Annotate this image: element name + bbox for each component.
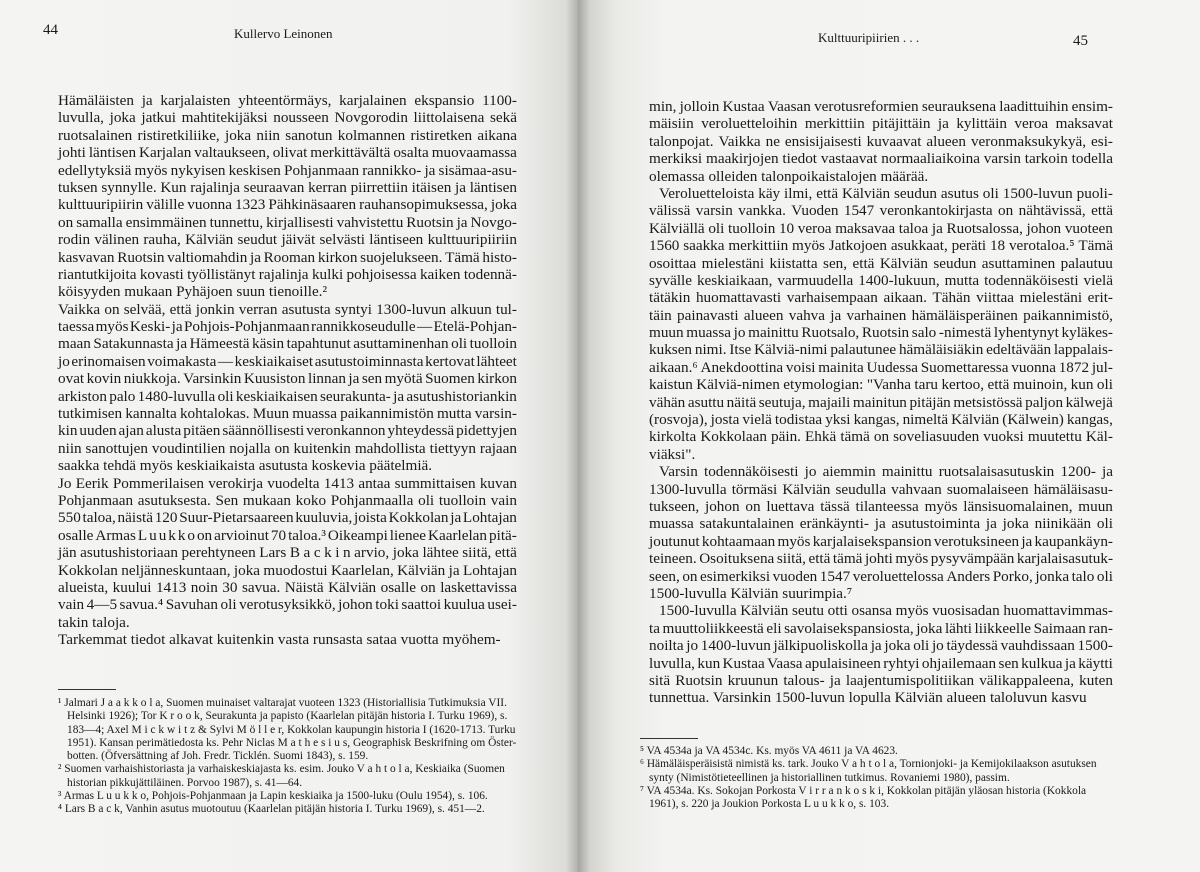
text-line: 1300-luvulla törmäsi Kälviän seudulla vahvaan suomalaiseen hämäläisasu- bbox=[649, 480, 1113, 498]
text-line: Tarkemmat tiedot alkavat kuitenkin vasta runsasta sataa vuotta myöhem- bbox=[58, 631, 501, 649]
text-line: (rosvoja), josta vielä todistaa yksi kangas, nimeltä Kälviän (Kälwein) kangas, bbox=[649, 411, 1113, 429]
text-line: johti läntisen Karjalan valtaukseen, olivat merkittävältä osalta muovaamassa bbox=[58, 144, 517, 162]
footnote-line: ⁷ VA 4534a. Ks. Sokojan Porkosta V i r r a n k o s k i, Kokkolan pitäjän yläosan historia (Kokkola bbox=[640, 784, 1087, 797]
book-gutter bbox=[566, 0, 590, 872]
text-line: luvulla, kun Kustaa Vaasa apulaisineen ryhtyi ohjailemaan sen kulkua ja käytti bbox=[649, 654, 1113, 672]
text-line: Kokkolan neljänneskuntaan, joka muodostui Kaarlelan, Kälviän ja Lohtajan bbox=[58, 561, 517, 579]
text-line: kasvavan Ruotsin valtiomahdin ja Rooman kirkon suojelukseen. Tämä histo- bbox=[58, 248, 517, 266]
text-line: rodin välinen rauha, Kälviän seudut jäivät selvästi läntiseen kulttuuripiiriin bbox=[58, 231, 517, 249]
footnote-line: ⁶ Hämäläisperäisistä nimistä ks. tark. Jouko V a h t o l a, Tornionjoki- ja Kemijokilaakson asutuksen bbox=[640, 758, 1097, 771]
text-line: vähän asuttu näitä seutuja, majaili mainitun pitäjän metsistössä paljon kälwejä bbox=[649, 393, 1113, 411]
right-body-text bbox=[649, 98, 1113, 707]
text-line: 1500-luvulla Kälviän suurimpia.⁷ bbox=[649, 584, 853, 602]
text-line: ruotsalainen ristiretkiliike, joka niin sanotun kolmannen ristiretken aikana bbox=[58, 126, 517, 144]
footnote-rule-right bbox=[640, 738, 698, 739]
footnote-line: historian pikkujättiläinen. Porvoo 1987), s. 41—64. bbox=[67, 776, 303, 789]
text-line: 1500-luvulla Kälviän seutu otti osansa myös vuosisadan huomattavimmas- bbox=[659, 602, 1113, 620]
text-line: noilta jo 1400-luvun jälkipuoliskolla ja joka oli jo täydessä vauhdissaan 1500- bbox=[649, 637, 1113, 655]
footnote-line: botten. (Öfversättning af Joh. Fredr. Ticklén. Suomi 1843), s. 159. bbox=[67, 750, 369, 763]
text-line: seen, on esimerkiksi vuoden 1547 veroluettelossa Anders Porko, jonka talo oli bbox=[649, 567, 1113, 585]
text-line: tätäkin huomattavasti varhaisempaan aikaan. Tähän viittaa mielestäni erit- bbox=[649, 289, 1113, 307]
text-line: riantutkijoita kovasti työllistänyt rajalinja kulki pohjoisessa kaiken todennä- bbox=[58, 265, 517, 283]
text-line: 550 taloa, näistä 120 Suur-Pietarsaareen kuuluvia, joista Kokkolan ja Lohtajan bbox=[58, 509, 517, 527]
left-page bbox=[0, 0, 578, 872]
text-line: tunnettua. Varsinkin 1500-luvun lopulla Kälviän alueen taloluvun kasvu bbox=[649, 689, 1087, 707]
text-line: jo erinomaisen voimakasta — keskiaikaiset asutustoiminnasta kertovat lähteet bbox=[58, 352, 517, 370]
text-line: vain 4—5 savua.⁴ Savuhan oli verotusyksikkö, johon toki saattoi kuulua usei- bbox=[58, 596, 517, 614]
text-line: syvälle keskiaikaan, varmuudella 1400-lukuun, mutta todennäköisesti vielä bbox=[649, 271, 1113, 289]
footnote-line: ¹ Jalmari J a a k k o l a, Suomen muinaiset valtarajat vuoteen 1323 (Historiallisia Tutkimuksia VII. bbox=[58, 697, 507, 709]
footnote-line: Helsinki 1926); Tor K r o o k, Seurakunta ja papisto (Kaarlelan pitäjän historia I. Turku 1969), s. bbox=[67, 710, 508, 723]
text-line: muassa satakuntalainen eränkäynti- ja asutustoiminta ja joka niinikään oli bbox=[649, 515, 1113, 533]
text-line: min, jolloin Kustaa Vaasan verotusreformien seurauksena laadittuihin ensim- bbox=[649, 98, 1113, 115]
text-line: alueista, kuului 1413 noin 30 savua. Näistä Kälviän osalle on laskettavissa bbox=[58, 578, 517, 596]
text-line: Pohjanmaan asutuksesta. Sen mukaan koko Pohjanmaalla oli tuolloin vain bbox=[58, 491, 517, 509]
footnote-line: ² Suomen varhaishistoriasta ja varhaiskeskiajasta ks. esim. Jouko V a h t o l a, Keskiaika (Suomen bbox=[58, 763, 505, 776]
text-line: 1560 saakka merkittiin myös Jatkojoen asukkaat, peräti 18 verotaloa.⁵ Tämä bbox=[649, 237, 1113, 255]
text-line: tukseen, johon on luettava tässä tilanteessa myös länsisuomalainen, muun bbox=[649, 497, 1113, 515]
text-line: kuksen nimi. Itse Kälviä-nimi palautunee hämäläisiäkin edeltävään lappalais- bbox=[649, 341, 1113, 359]
left-footnotes bbox=[58, 697, 519, 817]
text-line: maan Satakunnasta ja Hämeestä käsin tapahtunut asuttaminenhan oli tuolloin bbox=[58, 335, 517, 353]
footnote-line: 1961), s. 220 ja Joukion Porkosta L u u k k o, s. 103. bbox=[649, 798, 890, 811]
text-line: tutkimisen kannalta kohtalokas. Muun muassa paikannimistön mutta varsin- bbox=[58, 405, 517, 423]
footnote-line: 1951). Kansan perimätiedosta ks. Pehr Niclas M a t h e s i u s, Geographisk Beskrifning om Öster- bbox=[67, 736, 517, 749]
text-line: Vaikka on selvää, että jonkin verran asutusta syntyi 1300-luvun alkuun tul- bbox=[58, 300, 517, 318]
text-line: kin uuden ajan alusta pitäen säännöllisesti veronkannon yhteydessä pidettyjen bbox=[58, 422, 517, 440]
text-line: jän asutushistoriaan perehtyneen Lars B a c k i n arvio, joka lähtee siitä, että bbox=[58, 544, 517, 562]
page-number-left: 44 bbox=[43, 22, 58, 38]
text-line: köisyyden mukaan Pyhäjoen suun tienoille.² bbox=[58, 283, 328, 301]
text-line: ta muuttoliikkeestä eli savolaisekspansiosta, joka lähti liikkeelle Saimaan ran- bbox=[649, 619, 1113, 637]
text-line: teineen. Osoituksena siitä, että tämä johti myös pysyvämpään karjalaisasutuk- bbox=[649, 550, 1113, 568]
text-line: talonpojat. Vaikka ne ensisijaisesti kuvaavat alueen veronmaksukykyä, esi- bbox=[649, 132, 1113, 150]
right-footnotes bbox=[640, 745, 1114, 811]
text-line: aikaan.⁶ Anekdoottina voisi mainita Uudessa Suomettaressa vuonna 1872 jul- bbox=[649, 358, 1113, 376]
text-line: niin sanottujen voudintilien nojalla on kuitenkin mahdollista tiettyyn rajaan bbox=[58, 439, 517, 457]
footnote-rule-left bbox=[58, 689, 116, 690]
text-line: Jo Eerik Pommerilaisen verokirja vuodelta 1413 antaa summittaisen kuvan bbox=[58, 474, 517, 492]
text-line: osoittaa mielestäni kiistatta sen, että Kälviän seudun asuttaminen palautuu bbox=[649, 254, 1113, 272]
text-line: taessa myös Keski- ja Pohjois-Pohjanmaan rannikkoseudulle — Etelä-Pohjan- bbox=[58, 318, 517, 336]
footnote-line: ⁴ Lars B a c k, Vanhin asutus muotoutuu (Kaarlelan pitäjän historia I. Turku 1969), s. 451—2. bbox=[58, 803, 485, 816]
footnote-line: 183—4; Axel M i c k w i t z & Sylvi M ö l l e r, Kokkolan kaupungin historia I (1620-1713. Turku bbox=[67, 723, 516, 736]
text-line: täin painavasti alueen vahva ja varhainen hämäläisperäinen paikannimistö, bbox=[649, 306, 1113, 324]
text-line: Hämäläisten ja karjalaisten yhteentörmäys, karjalainen ekspansio 1100- bbox=[58, 92, 517, 109]
text-line: viäksi". bbox=[649, 445, 696, 463]
text-line: mäisiin veroluetteloihin merkittiin pitäjittäin ja kylittäin veroa maksavat bbox=[649, 115, 1113, 133]
text-line: välissä varsin vankka. Vuoden 1547 veronkantokirjasta on nähtävissä, että bbox=[649, 202, 1113, 220]
left-body-text bbox=[58, 92, 517, 649]
text-line: ovat kovin niukkoja. Varsinkin Kuusiston linnan ja sen myötä Suomen kirkon bbox=[58, 370, 517, 388]
text-line: arkiston palo 1480-luvulla oli keskiaikaisen seurakunta- ja asutushistoriankin bbox=[58, 387, 517, 405]
page-number-right: 45 bbox=[1073, 33, 1088, 49]
text-line: tuksen synnylle. Kun rajalinja seuraavan kerran piirrettiin itäisen ja läntisen bbox=[58, 178, 517, 196]
text-line: saakka tehdä myös keskiaikaista asutusta koskevia päätelmiä. bbox=[58, 457, 433, 475]
text-line: Varsin todennäköisesti jo aiemmin mainittu ruotsalaisasutuskin 1200- ja bbox=[659, 463, 1113, 481]
text-line: osalle Armas L u u k k o on arvioinut 70 taloa.³ Oikeampi lienee Kaarlelan pitä- bbox=[58, 526, 517, 544]
text-line: kirkolta Kokkolaan päin. Ehkä tämä on soveliasuuden vuoksi muutettu Käl- bbox=[649, 428, 1113, 446]
text-line: olemassa olleiden talonpoikaistalojen määrää. bbox=[649, 167, 929, 185]
text-line: luvulla, joka jatkui mahtitekijäksi nousseen Novgorodin liittolaisena sekä bbox=[58, 109, 517, 127]
text-line: Kälviällä oli tuolloin 10 veroa maksavaa taloa ja Ruotsalossa, johon vuoteen bbox=[649, 219, 1113, 237]
text-line: sitä Ruotsin kruunun talous- ja laajentumispolitiikan välikappaleena, kuten bbox=[649, 671, 1113, 689]
text-line: Veroluetteloista käy ilmi, että Kälviän seudun asutus oli 1500-luvun puoli- bbox=[659, 184, 1113, 202]
footnote-line: ⁵ VA 4534a ja VA 4534c. Ks. myös VA 4611 ja VA 4623. bbox=[640, 745, 898, 757]
text-line: muun muassa jo mainittu Ruotsalo, Ruotsin salo -nimestä lyhentynyt kyläkes- bbox=[649, 324, 1113, 342]
text-line: merkiksi maakirjojen tiedot vastaavat normaaliaikoina varsin tarkoin todella bbox=[649, 150, 1113, 168]
footnote-line: ³ Armas L u u k k o, Pohjois-Pohjanmaan ja Lapin keskiaika ja 1500-luku (Oulu 1954), s. 106. bbox=[58, 790, 488, 803]
text-line: takin taloja. bbox=[58, 613, 130, 631]
running-head-right: Kulttuuripiirien . . . bbox=[818, 30, 920, 45]
text-line: edellytyksiä myös nykyisen keskisen Pohjanmaan rannikko- ja sisämaa-asu- bbox=[58, 161, 517, 179]
footnote-line: synty (Nimistötieteellinen ja historiallinen tutkimus. Rovaniemi 1980), passim. bbox=[649, 771, 1010, 784]
text-line: kulttuuripiirin välille vuonna 1323 Pähkinäsaaren rauhansopimuksessa, joka bbox=[58, 196, 517, 214]
running-head-left: Kullervo Leinonen bbox=[234, 26, 333, 41]
text-line: on samalla ensimmäinen tunnettu, kirjallisesti vahvistettu Ruotsin ja Novgo- bbox=[58, 213, 517, 231]
right-page bbox=[578, 0, 1200, 872]
text-line: joutunut kohtaamaan myös karjalaisekspansion verotuksineen ja kaupankäyn- bbox=[649, 532, 1113, 550]
text-line: kaistun Kälviä-nimen etymologian: "Vanha taru kertoo, että muinoin, kun oli bbox=[649, 376, 1113, 394]
